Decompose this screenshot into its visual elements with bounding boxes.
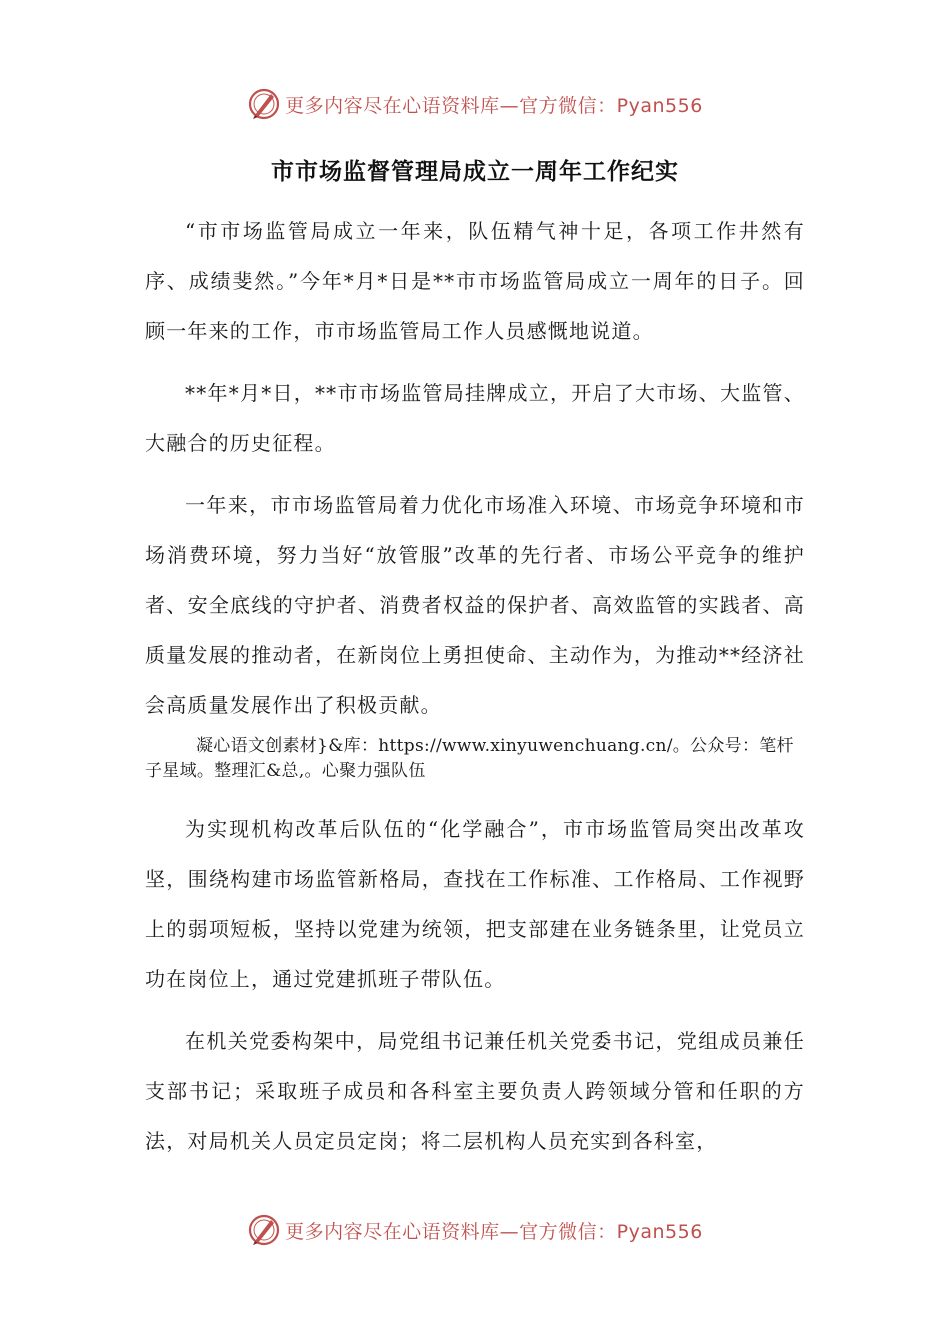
paragraph: **年*月*日，**市市场监管局挂牌成立，开启了大市场、大监管、大融合的历史征程。	[145, 381, 805, 455]
paragraph: 在机关党委构架中，局党组书记兼任机关党委书记，党组成员兼任支部书记；采取班子成员和各科室主要负责人跨领域分管和任职的方法，对局机关人员定员定岗；将二层机构人员充实到各科室，	[145, 1029, 805, 1153]
banner-text: 更多内容尽在心语资料库—官方微信：Pyan556	[285, 1220, 703, 1243]
pen-logo-icon	[247, 1213, 281, 1247]
footer-banner	[0, 1210, 950, 1250]
paragraph: 为实现机构改革后队伍的“化学融合”，市市场监管局突出改革攻坚，围绕构建市场监管新格局，查找在工作标准、工作格局、工作视野上的弱项短板，坚持以党建为统领，把支部建在业务链条里，让党员立功在岗位上，通过党建抓班子带队伍。	[145, 817, 805, 991]
banner-text: 更多内容尽在心语资料库—官方微信：Pyan556	[285, 94, 703, 117]
paragraph: “市市场监管局成立一年来，队伍精气神十足，各项工作井然有序、成绩斐然。”今年*月*日是**市市场监管局成立一周年的日子。回顾一年来的工作，市市场监管局工作人员感慨地说道。	[145, 219, 805, 343]
header-banner	[0, 84, 950, 124]
paragraph: 一年来，市市场监管局着力优化市场准入环境、市场竞争环境和市场消费环境，努力当好“放管服”改革的先行者、市场公平竞争的维护者、安全底线的守护者、消费者权益的保护者、高效监管的实践者、高质量发展的推动者，在新岗位上勇担使命、主动作为，为推动**经济社会高质量发展作出了积极贡献。	[145, 493, 805, 717]
source-note: 凝心语文创素材}&库：https://www.xinyuwenchuang.cn/。公众号：笔杆子星域。整理汇&总,。心聚力强队伍	[145, 736, 794, 781]
pen-logo-icon	[247, 87, 281, 121]
document-title: 市市场监督管理局成立一周年工作纪实	[271, 159, 679, 185]
document-body	[145, 206, 805, 1178]
